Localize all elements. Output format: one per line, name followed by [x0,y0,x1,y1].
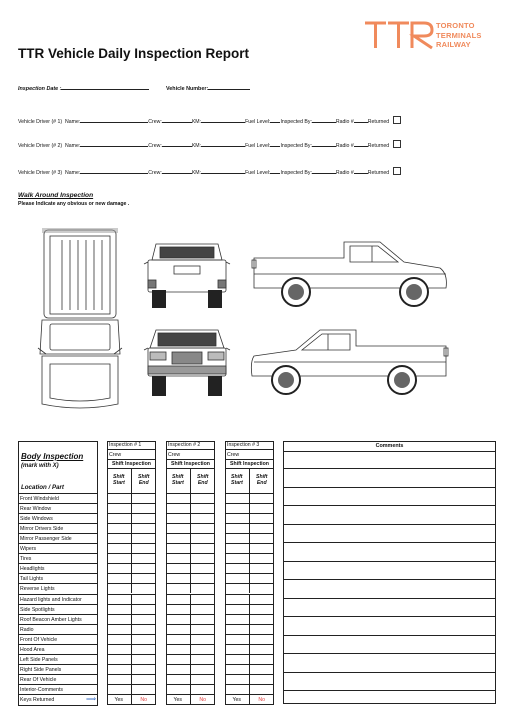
inspection-header: Inspection # 3 [225,441,274,450]
shift-start-cell[interactable] [166,523,191,533]
shift-start-cell[interactable] [225,553,250,563]
table-row [18,503,98,513]
comment-line[interactable] [284,635,495,636]
shift-start-cell[interactable] [166,604,191,614]
shift-end-cell[interactable] [250,594,275,604]
table-row [18,523,98,533]
shift-start-cell[interactable] [225,503,250,513]
part-label: Headlights [20,566,45,573]
table-row [18,654,98,664]
shift-start-cell[interactable] [166,644,191,654]
shift-end-cell[interactable] [250,614,275,624]
comment-line[interactable] [284,505,495,506]
shift-end-cell[interactable] [191,493,216,503]
shift-end-cell[interactable] [250,523,275,533]
returned-checkbox-2[interactable] [393,140,401,148]
shift-start-cell[interactable] [166,503,191,513]
shift-start-cell[interactable] [225,614,250,624]
table-row [18,664,98,674]
vehicle-number-label: Vehicle Number: [166,86,209,92]
part-label: Hazard lights and Indicator [20,596,82,603]
truck-right-side-view-icon [250,240,450,312]
shift-end-cell[interactable] [250,513,275,523]
returned-checkbox-3[interactable] [393,167,401,175]
shift-end-cell[interactable] [132,634,157,644]
shift-end-cell[interactable] [250,624,275,634]
shift-start-cell[interactable] [225,624,250,634]
part-label: Mirror Drivers Side [20,526,64,533]
table-row [18,513,98,523]
table-row [18,604,98,614]
shift-end-cell[interactable] [191,634,216,644]
table-row [18,644,98,654]
table-row [18,694,98,704]
shift-end-cell[interactable] [191,614,216,624]
shift-end-cell[interactable] [191,624,216,634]
part-label: Interior-Comments [20,686,63,693]
part-label: Roof Beacon Amber Lights [20,616,82,623]
shift-end-cell[interactable] [132,594,157,604]
mark-with-x-note: (mark with X) [21,463,59,469]
shift-end-cell[interactable] [250,503,275,513]
crew-cell[interactable]: Crew [107,450,156,460]
shift-start-cell[interactable] [166,614,191,624]
shift-start-cell[interactable] [225,563,250,573]
shift-start-cell[interactable] [166,543,191,553]
driver-row-3: Vehicle Driver (# 3) Name: Crew: KM: Fuel Level: Inspected By: Radio # Returned [18,167,401,176]
shift-end-cell[interactable] [191,573,216,583]
shift-end-cell[interactable] [191,583,216,593]
keys-returned-yes[interactable]: Yes [107,694,132,704]
shift-start-cell[interactable] [107,583,132,593]
shift-end-cell[interactable] [132,684,157,694]
shift-start-cell[interactable] [166,594,191,604]
shift-end-cell[interactable] [132,553,157,563]
shift-end-cell[interactable] [250,533,275,543]
shift-start-cell[interactable] [107,523,132,533]
page-title: TTR Vehicle Daily Inspection Report [18,46,250,61]
shift-end-cell[interactable] [191,523,216,533]
inspection-date-label: Inspection Date : [18,86,62,92]
keys-returned-no[interactable]: No [191,694,216,704]
part-label: Keys Returned [20,697,55,703]
shift-start-header: Shift Start [225,469,250,493]
shift-end-cell[interactable] [132,583,157,593]
part-label: Front Windshield [20,496,59,502]
comment-line[interactable] [284,561,495,562]
shift-end-cell[interactable] [191,553,216,563]
shift-start-cell[interactable] [107,543,132,553]
crew-cell[interactable]: Crew [225,450,274,460]
inspection-date-field[interactable] [18,83,149,92]
shift-end-cell[interactable] [132,604,157,614]
shift-start-cell[interactable] [225,604,250,614]
keys-returned-yes[interactable]: Yes [225,694,250,704]
table-row [18,573,98,583]
shift-start-cell[interactable] [107,674,132,684]
shift-start-cell[interactable] [225,573,250,583]
shift-start-cell[interactable] [107,563,132,573]
shift-start-cell[interactable] [107,493,132,503]
shift-start-cell[interactable] [166,674,191,684]
walk-around-title: Walk Around Inspection [18,192,94,199]
ttr-logo [364,20,494,56]
table-row [18,614,98,624]
inspection-header: Inspection # 1 [107,441,156,450]
comment-line[interactable] [284,653,495,654]
shift-start-cell[interactable] [225,543,250,553]
shift-start-cell[interactable] [107,533,132,543]
shift-end-header: Shift End [137,474,150,487]
comment-line[interactable] [284,524,495,525]
shift-start-cell[interactable] [225,664,250,674]
shift-end-cell[interactable] [132,644,157,654]
shift-start-cell[interactable] [166,533,191,543]
part-label: Wipers [20,546,37,553]
keys-returned-no[interactable]: No [132,694,157,704]
table-row [18,543,98,553]
shift-end-cell[interactable] [191,604,216,614]
part-label: Rear Window [20,506,52,513]
location-part-header: Location / Part [21,484,64,491]
shift-end-cell[interactable] [132,674,157,684]
shift-start-cell[interactable] [107,664,132,674]
truck-left-side-view-icon [250,328,450,400]
shift-end-cell[interactable] [132,614,157,624]
shift-start-cell[interactable] [225,493,250,503]
shift-start-cell[interactable] [225,684,250,694]
shift-start-cell[interactable] [107,654,132,664]
shift-start-cell[interactable] [166,624,191,634]
shift-start-cell[interactable] [107,573,132,583]
table-row [18,563,98,573]
shift-end-cell[interactable] [132,654,157,664]
comment-line[interactable] [284,616,495,617]
part-label: Left Side Panels [20,656,58,663]
shift-end-cell[interactable] [132,533,157,543]
shift-end-cell[interactable] [191,684,216,694]
truck-top-view-icon [38,228,124,414]
shift-start-cell[interactable] [107,644,132,654]
shift-end-cell[interactable] [250,583,275,593]
comments-box[interactable] [283,441,496,704]
table-row [18,684,98,694]
shift-start-cell[interactable] [225,634,250,644]
logo-text: TORONTO TERMINALS RAILWAY [436,21,482,49]
shift-end-cell[interactable] [132,664,157,674]
table-row [18,553,98,563]
shift-end-cell[interactable] [250,644,275,654]
shift-end-cell[interactable] [191,674,216,684]
shift-start-cell[interactable] [166,583,191,593]
shift-inspection-header: Shift Inspection [166,460,215,469]
shift-start-cell[interactable] [166,553,191,563]
shift-start-cell[interactable] [166,573,191,583]
comment-line[interactable] [284,672,495,673]
returned-checkbox-1[interactable] [393,116,401,124]
part-label: Side Windows [20,516,53,523]
shift-end-cell[interactable] [250,573,275,583]
shift-inspection-header: Shift Inspection [107,460,156,469]
shift-end-cell[interactable] [191,533,216,543]
shift-end-cell[interactable] [132,563,157,573]
shift-start-cell[interactable] [225,533,250,543]
table-row [18,583,98,593]
shift-end-cell[interactable] [191,654,216,664]
shift-start-cell[interactable] [107,503,132,513]
shift-end-cell[interactable] [191,563,216,573]
shift-end-cell[interactable] [191,543,216,553]
part-label: Reverse Lights [20,586,55,593]
shift-end-cell[interactable] [132,503,157,513]
shift-start-header: Shift Start [166,469,191,493]
shift-start-header: Shift Start [107,469,132,493]
shift-start-cell[interactable] [107,634,132,644]
keys-returned-no[interactable]: No [250,694,275,704]
table-row [18,594,98,604]
comment-line[interactable] [284,598,495,599]
walk-around-subtitle: Please Indicate any obvious or new damage . [18,201,130,207]
shift-start-cell[interactable] [225,594,250,604]
shift-start-cell[interactable] [107,614,132,624]
part-label: Radio [20,626,34,633]
shift-end-cell[interactable] [250,493,275,503]
shift-end-cell[interactable] [191,503,216,513]
shift-start-cell[interactable] [166,563,191,573]
shift-end-cell[interactable] [132,493,157,503]
shift-end-cell[interactable] [250,553,275,563]
truck-front-view-icon [144,326,230,398]
shift-end-cell[interactable] [250,543,275,553]
part-label: Side Spotlights [20,606,55,613]
shift-start-cell[interactable] [225,583,250,593]
comment-line[interactable] [284,690,495,691]
shift-start-cell[interactable] [225,654,250,664]
table-row [18,624,98,634]
shift-start-cell[interactable] [166,493,191,503]
shift-start-cell[interactable] [166,664,191,674]
comment-line[interactable] [284,579,495,580]
driver-row-1: Vehicle Driver (# 1) Name: Crew: KM: Fuel Level: Inspected By: Radio # Returned [18,116,401,125]
shift-end-header: Shift End [255,474,268,487]
shift-end-cell[interactable] [250,563,275,573]
comments-header: Comments [284,442,495,452]
part-label: Hood Area [20,646,45,653]
shift-start-cell[interactable] [107,624,132,634]
shift-start-cell[interactable] [166,513,191,523]
shift-end-cell[interactable] [250,654,275,664]
shift-start-cell[interactable] [166,684,191,694]
shift-start-cell[interactable] [107,684,132,694]
shift-start-cell[interactable] [225,523,250,533]
shift-end-cell[interactable] [132,543,157,553]
inspection-header: Inspection # 2 [166,441,215,450]
shift-start-cell[interactable] [225,513,250,523]
shift-start-cell[interactable] [107,594,132,604]
table-row [18,674,98,684]
shift-end-cell[interactable] [250,604,275,614]
shift-end-cell[interactable] [191,513,216,523]
shift-inspection-header: Shift Inspection [225,460,274,469]
shift-start-cell[interactable] [107,513,132,523]
shift-end-cell[interactable] [191,644,216,654]
shift-end-cell[interactable] [250,674,275,684]
shift-end-header: Shift End [196,474,209,487]
shift-end-cell[interactable] [250,634,275,644]
table-row [18,634,98,644]
part-label: Tail Lights [20,576,44,583]
body-inspection-heading: Body Inspection [21,452,84,461]
shift-start-cell[interactable] [225,644,250,654]
truck-rear-view-icon [144,240,230,310]
part-label: Front Of Vehicle [20,636,58,643]
comment-line[interactable] [284,542,495,543]
comment-line[interactable] [284,468,495,469]
shift-end-cell[interactable] [132,523,157,533]
shift-start-cell[interactable] [166,634,191,644]
shift-end-cell[interactable] [132,573,157,583]
shift-start-cell[interactable] [107,604,132,614]
part-label: Tires [20,556,32,563]
part-label: Mirror Passenger Side [20,536,72,543]
table-row [18,493,98,503]
shift-end-cell[interactable] [191,664,216,674]
comment-line[interactable] [284,487,495,488]
arrow-right-icon: ⟹ [85,696,96,703]
shift-end-cell[interactable] [250,684,275,694]
part-label: Right Side Panels [20,666,62,673]
part-label: Rear Of Vehicle [20,676,57,683]
shift-end-cell[interactable] [132,624,157,634]
shift-start-cell[interactable] [107,553,132,563]
crew-cell[interactable]: Crew [166,450,215,460]
shift-end-cell[interactable] [132,513,157,523]
table-row [18,533,98,543]
shift-end-cell[interactable] [250,664,275,674]
vehicle-number-field[interactable] [166,83,250,92]
driver-row-2: Vehicle Driver (# 2) Name: Crew: KM: Fuel Level: Inspected By: Radio # Returned [18,140,401,149]
shift-start-cell[interactable] [225,674,250,684]
shift-end-cell[interactable] [191,594,216,604]
ttr-logo-mark-icon [364,20,436,54]
keys-returned-yes[interactable]: Yes [166,694,191,704]
shift-start-cell[interactable] [166,654,191,664]
